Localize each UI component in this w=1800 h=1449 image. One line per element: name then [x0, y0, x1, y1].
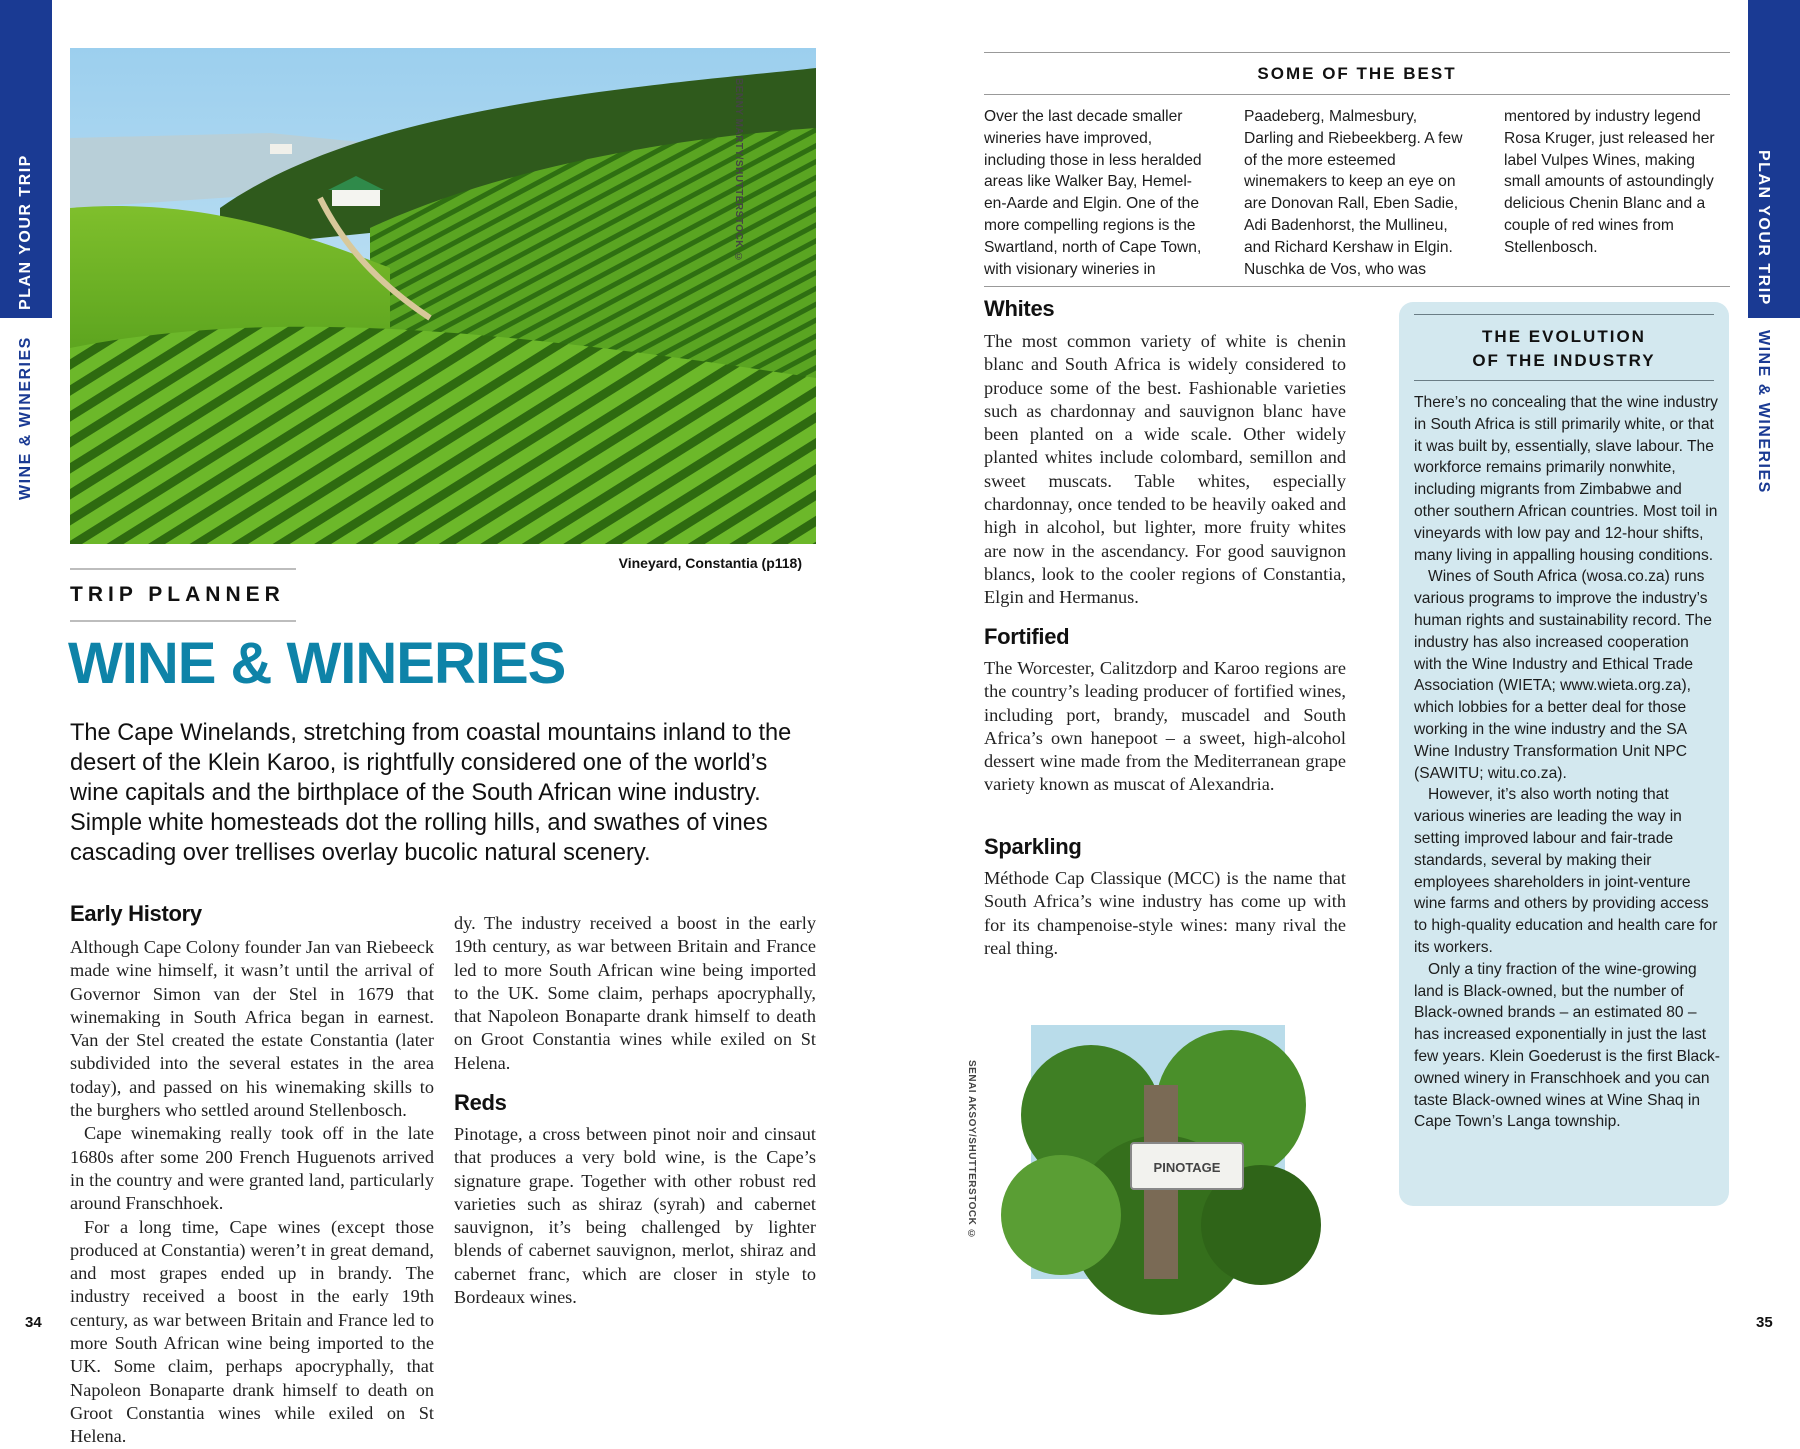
main-photo-credit: BENNY MARTY/SHUTTERSTOCK © — [733, 78, 744, 263]
evolution-heading-line1: THE EVOLUTION — [1482, 327, 1646, 346]
sparkling-text: Méthode Cap Classique (MCC) is the name that South Africa’s wine industry has come up with for its champenoise-style wines: many rival the real thing. — [984, 868, 1346, 958]
sparkling-heading: Sparkling — [984, 834, 1082, 859]
reds-text: Pinotage, a cross between pinot noir and cinsaut that produces a very bold wine, is the Cape’s signature grape. Together with other robust red varieties such as shiraz (syrah) and cabernet sauvignon, it’s being challenged by lighter blends of cabernet sauvignon, merlot, shiraz and cabernet franc, which are closer in style to Bordeaux wines. — [454, 1124, 816, 1308]
evolution-rule-top — [1414, 314, 1714, 315]
early-history-heading: Early History — [70, 901, 202, 926]
early-history-continued-text: dy. The industry received a boost in the early 19th century, as war between Britain and France led to more South African wine being imported to the UK. Some claim, perhaps apocryphally, that Napoleon Bonaparte drank himself to death on Groot Constantia wines while exiled on St Helena. — [454, 913, 816, 1073]
reds-heading: Reds — [454, 1090, 507, 1115]
best-rule-top — [984, 52, 1730, 53]
early-history-continued — [454, 912, 816, 1092]
evolution-paragraph: Only a tiny fraction of the wine-growing land is Black-owned, but the number of Black-owned brands – an estimated 80 – has increased exponentially in just the last few years. Klein Goederust is the first Black-owned winery in Franschhoek and you can taste Black-owned wines at Wine Shaq in Cape Town’s Langa township. — [1414, 960, 1720, 1131]
evolution-text — [1414, 392, 1720, 1133]
kicker-rule-bottom — [70, 620, 296, 622]
left-tab-section-label: PLAN YOUR TRIP — [17, 154, 34, 310]
page-number-left: 34 — [25, 1314, 42, 1331]
evolution-paragraph: Wines of South Africa (wosa.co.za) runs various programs to improve the industry’s human rights and sustainability record. The industry has also increased cooperation with the Wine Industry and Ethical Trade Association (WIETA; www.wieta.org.za), which lobbies for a better deal for those working in the wine industry and the SA Wine Industry Transformation Unit NPC (SAWITU; witu.co.za). — [1414, 568, 1712, 782]
early-history-paragraph: Although Cape Colony founder Jan van Riebeeck made wine himself, it wasn’t until the arrival of Governor Simon van der Stel in 1679 that winemaking in South Africa began in earnest. Van der Stel created the estate Constantia (later subdivided into the several estates in the area today), and passed on his winemaking skills to the burghers who settled around Stellenbosch. — [70, 937, 434, 1121]
best-heading: SOME OF THE BEST — [1257, 64, 1457, 83]
pinotage-illustration — [1031, 1025, 1285, 1279]
early-history-column — [70, 936, 434, 1447]
fortified-heading: Fortified — [984, 624, 1070, 649]
right-tab-section-label: PLAN YOUR TRIP — [1755, 150, 1772, 306]
early-history-paragraph: Cape winemaking really took off in the late 1680s after some 200 French Huguenots arrived in the country and were granted land, particularly around Franschhoek. — [70, 1123, 434, 1214]
evolution-heading-line2: OF THE INDUSTRY — [1472, 351, 1656, 370]
right-tab-topic-label: WINE & WINERIES — [1755, 330, 1772, 494]
page-title: WINE & WINERIES — [68, 631, 566, 696]
evolution-paragraph: However, it’s also worth noting that various wineries are leading the way in setting improved labour and fair-trade standards, several by making their employees shareholders in joint-venture wine farms and others by providing access to high-quality education and health care for its workers. — [1414, 786, 1718, 956]
evolution-rule-bottom — [1414, 380, 1714, 381]
early-history-paragraph: For a long time, Cape wines (except those produced at Constantia) weren’t in great demand, and most grapes ended up in brandy. The industry received a boost in the early 19th century, as war between Britain and France led to more South African wine being imported to the UK. Some claim, perhaps apocryphally, that Napoleon Bonaparte drank himself to death on Groot Constantia wines while exiled on St Helena. — [70, 1216, 434, 1447]
evolution-paragraph: There’s no concealing that the wine industry in South Africa is still primarily white, or that it was built by, essentially, slave labour. The workforce remains primarily nonwhite, including migrants from Zimbabwe and other southern African countries. Most toil in vineyards with low pay and 12-hour shifts, many living in appalling housing conditions. — [1414, 394, 1718, 564]
fortified-text: The Worcester, Calitzdorp and Karoo regions are the country’s leading producer of fortified wines, including port, brandy, muscadel and South Africa’s own hanepoot – a sweet, high-alcohol dessert wine made from the Mediterranean grape variety known as muscat of Alexandria. — [984, 658, 1346, 795]
best-rule-bottom — [984, 286, 1730, 287]
page-number-right: 35 — [1756, 1314, 1773, 1331]
left-tab-topic-label: WINE & WINERIES — [17, 336, 34, 500]
best-rule-mid — [984, 94, 1730, 95]
pinotage-photo — [1031, 1025, 1285, 1279]
whites-heading: Whites — [984, 296, 1055, 321]
kicker: TRIP PLANNER — [70, 583, 285, 606]
vineyard-photo — [70, 48, 816, 544]
intro-paragraph: The Cape Winelands, stretching from coastal mountains inland to the desert of the Klein Karoo, is rightfully considered one of the world’s wine capitals and the birthplace of the South African wine industry. Simple white homesteads dot the rolling hills, and swathes of vines cascading over trellises overlay bucolic natural scenery. — [70, 720, 792, 866]
evolution-heading — [1399, 325, 1729, 373]
best-text: Over the last decade smaller wineries have improved, including those in less heralded areas like Walker Bay, Hemel-en-Aarde and Elgin. One of the more compelling regions is the Swartland, north of Cape Town, with visionary wineries in Paadeberg, Malmesbury, Darling and Riebeekberg. A few of the more esteemed winemakers to keep an eye on are Donovan Rall, Eben Sadie, Adi Badenhorst, the Mullineu, and Richard Kershaw in Elgin. Nuschka de Vos, who was mentored by industry legend Rosa Kruger, just released her label Vulpes Wines, making small amounts of astoundingly delicious Chenin Blanc and a couple of red wines from Stellenbosch. — [984, 108, 1715, 278]
vineyard-illustration — [70, 48, 816, 544]
kicker-rule-top — [70, 568, 296, 570]
whites-text: The most common variety of white is chenin blanc and South Africa is widely considered to produce some of the best. Fashionable varieties such as chardonnay and sauvignon blanc have been planted on a wide scale. Other widely planted whites include colombard, semillon and sweet muscats. Table whites, especially chardonnay, once tended to be heavily oaked and high in alcohol, but lighter, more fruity whites are now in the ascendancy. For good sauvignon blancs, look to the cooler regions of Constantia, Elgin and Hermanus. — [984, 331, 1346, 608]
round-photo-credit: SENAI AKSOY/SHUTTERSTOCK © — [966, 1060, 977, 1241]
pinotage-sign-text: PINOTAGE — [1153, 1160, 1221, 1175]
main-photo-caption: Vineyard, Constantia (p118) — [618, 555, 802, 571]
